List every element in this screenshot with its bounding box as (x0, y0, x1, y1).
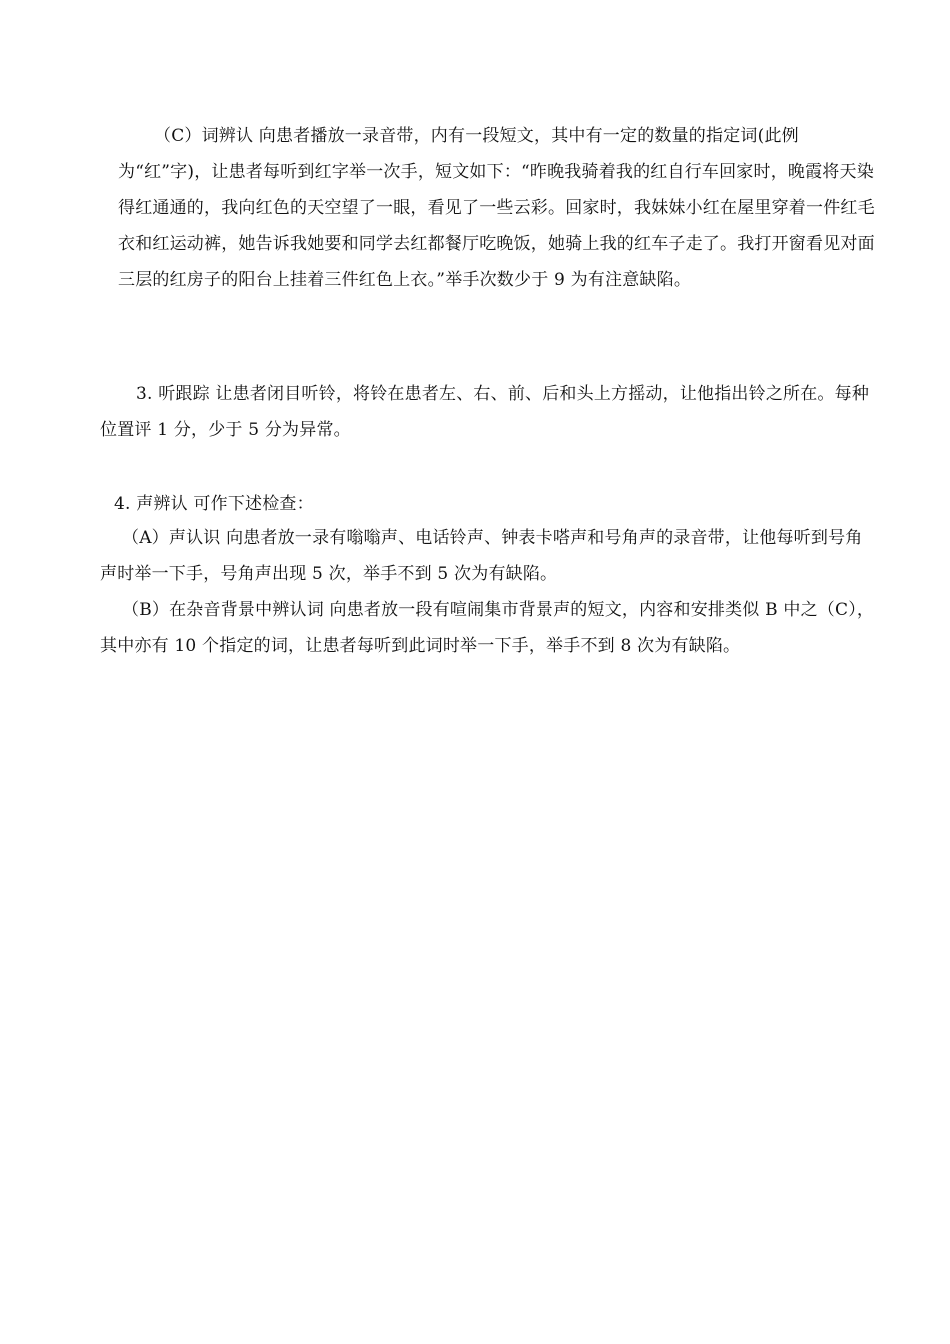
paragraph-sound-identification: （A）声认识 向患者放一录有嗡嗡声、电话铃声、钟表卡嗒声和号角声的录音带，让他每听到号角声时举一下手，号角声出现 5 次，举手不到 5 次为有缺陷。 (100, 528, 863, 584)
paragraph-word-in-noise: （B）在杂音背景中辨认词 向患者放一段有喧闹集市背景声的短文，内容和安排类似 B 中之（C），其中亦有 10 个指定的词，让患者每听到此词时举一下手，举手不到 8 次为有缺陷。 (100, 600, 875, 656)
paragraph-sound-recognition-heading: 4. 声辨认 可作下述检查： (114, 494, 314, 514)
paragraph-auditory-tracking: 3. 听跟踪 让患者闭目听铃，将铃在患者左、右、前、后和头上方摇动，让他指出铃之所在。每种位置评 1 分，少于 5 分为异常。 (100, 384, 870, 440)
paragraph-word-recognition: （C）词辨认 向患者播放一录音带，内有一段短文，其中有一定的数量的指定词(此例为“红”字)，让患者每听到红字举一次手，短文如下：“昨晚我骑着我的红自行车回家时，晚霞将天染得红通通的，我向红色的天空望了一眼，看见了一些云彩。回家时，我妹妹小红在屋里穿着一件红毛衣和红运动裤，她告诉我她要和同学去红都餐厅吃晚饭，她骑上我的红车子走了。我打开窗看见对面三层的红房子的阳台上挂着三件红色上衣。”举手次数少于 9 为有注意缺陷。 (118, 126, 875, 290)
